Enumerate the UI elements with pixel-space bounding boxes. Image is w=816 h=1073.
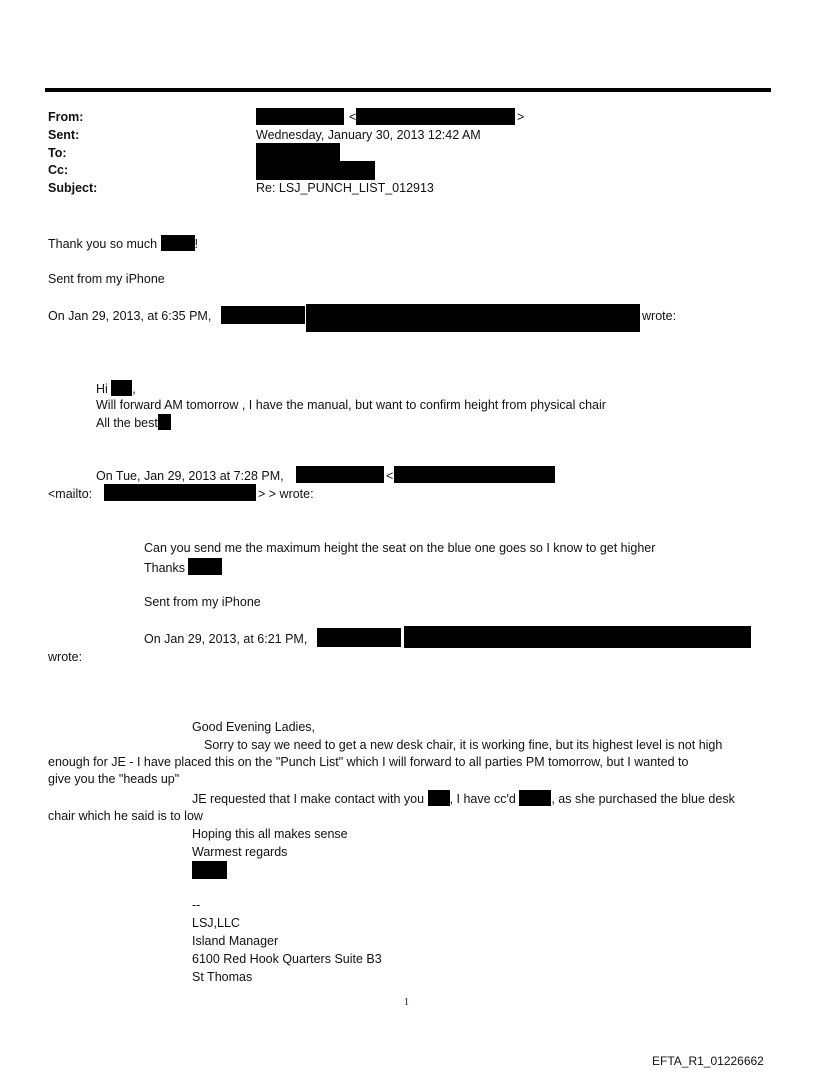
wrote-3: wrote: [48,650,83,664]
hoping-line: Hoping this all makes sense [192,827,348,841]
je-line-2: chair which he said is to low [48,809,203,823]
thanks-pre: Thank you so much [48,237,158,251]
redaction-je-name-1 [428,790,450,806]
thanks-sig-line [144,558,222,576]
redaction-mailto [104,484,256,501]
wrote-1: wrote: [642,309,677,323]
sig-dash: -- [192,898,201,912]
warmest-line: Warmest regards [192,845,288,859]
from-gt: > [517,110,525,124]
sent-value: Wednesday, January 30, 2013 12:42 AM [256,128,481,142]
on-line-2-lt: < [386,469,394,483]
sent-label: Sent: [48,128,80,142]
redaction-je-name-2 [519,790,551,806]
redaction-thanks-name [161,235,195,251]
sent-from-iphone-1: Sent from my iPhone [48,272,165,286]
redaction-on3-name [317,628,401,647]
je-mid: , I have cc'd [449,792,516,806]
from-lt: < [349,110,357,124]
on-line-2: On Tue, Jan 29, 2013 at 7:28 PM, [96,469,284,483]
good-evening-line: Good Evening Ladies, [192,720,316,734]
sorry-line-2: enough for JE - I have placed this on the "Punch List" which I will forward to all parties PM tomorrow, but I wanted to [48,755,689,769]
redaction-warmest-name [192,861,227,879]
subject-value: Re: LSJ_PUNCH_LIST_012913 [256,181,434,195]
redaction-from-name [256,108,344,125]
redaction-on2-email [394,466,555,483]
sig-address: 6100 Red Hook Quarters Suite B3 [192,952,382,966]
redaction-on1-name [221,306,305,324]
sig-city: St Thomas [192,970,253,984]
redaction-to [256,143,340,162]
sorry-line-1: Sorry to say we need to get a new desk chair, it is working fine, but its highest level is not high [204,738,723,752]
on-line-1: On Jan 29, 2013, at 6:35 PM, [48,309,212,323]
redaction-cc [256,161,375,180]
sent-from-iphone-2: Sent from my iPhone [144,595,261,609]
redaction-thanks-sig [188,558,222,575]
on-line-3: On Jan 29, 2013, at 6:21 PM, [144,632,308,646]
redaction-on2-name [296,466,384,483]
redaction-from-email [356,108,515,125]
all-best-line [96,414,171,431]
thanks-line [48,235,198,252]
footer-document-id: EFTA_R1_01226662 [652,1054,764,1068]
sorry-line-3: give you the "heads up" [48,772,180,786]
from-label: From: [48,110,84,124]
je-post: , as she purchased the blue desk [551,792,735,806]
page-number: 1 [404,997,409,1008]
thanks-text: Thanks [144,561,185,575]
all-best-text: All the best [96,416,158,430]
subject-label: Subject: [48,181,98,195]
redaction-on3-email [404,626,751,648]
sig-title: Island Manager [192,934,279,948]
hi-text: Hi [96,382,108,396]
redaction-hi-name [111,380,132,396]
cc-label: Cc: [48,163,69,177]
can-you-line: Can you send me the maximum height the seat on the blue one goes so I know to get higher [144,541,656,555]
hi-line [96,380,136,397]
je-line-1 [192,790,735,807]
redaction-on1-email [306,304,640,332]
thanks-post: ! [194,237,199,251]
redaction-all-best [158,414,171,430]
mailto-post: > > wrote: [258,487,314,501]
mailto-text: <mailto: [48,487,93,501]
hi-post: , [132,382,136,396]
to-label: To: [48,146,67,160]
forward-line: Will forward AM tomorrow , I have the manual, but want to confirm height from physical chair [96,398,606,412]
top-rule [45,88,771,92]
sig-company: LSJ,LLC [192,916,240,930]
je-pre: JE requested that I make contact with you [192,792,425,806]
